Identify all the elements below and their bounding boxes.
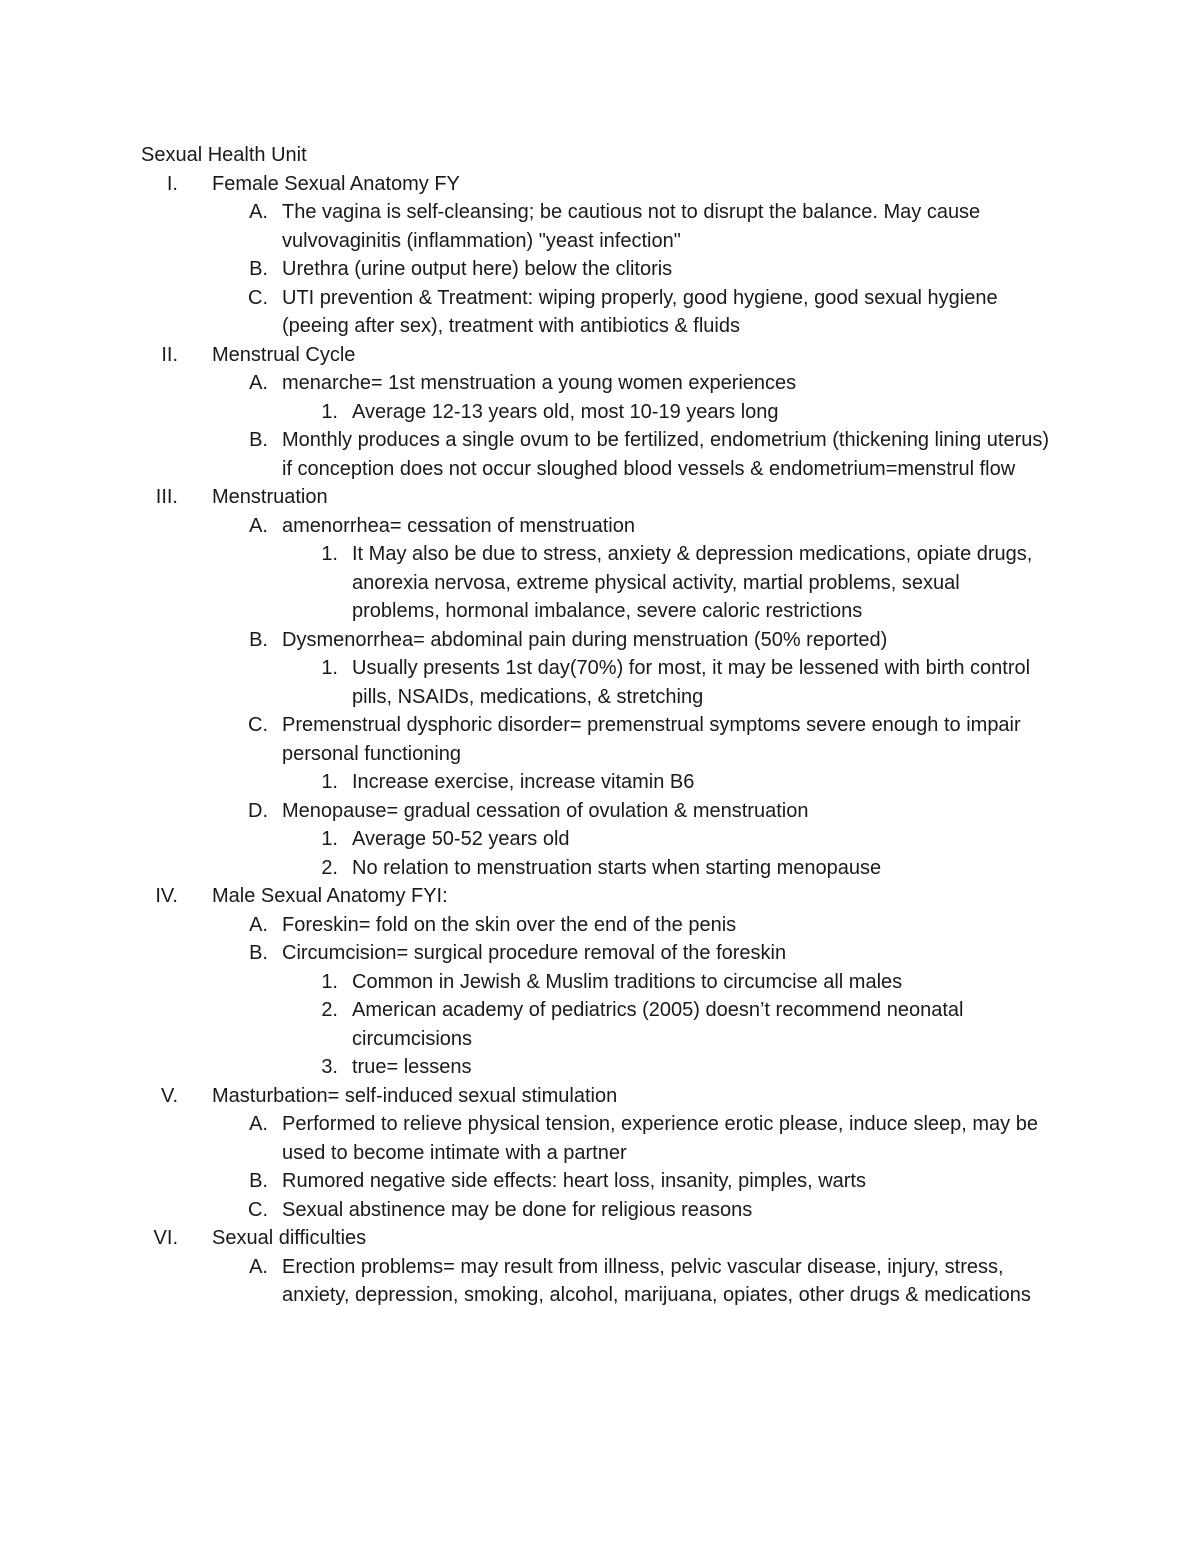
outline-list [0, 170, 1200, 1310]
outline-item-level-1 [0, 1082, 1200, 1111]
outline-item-level-2 [0, 1253, 1200, 1310]
outline-item-level-2 [0, 626, 1200, 655]
outline-item-level-3 [0, 825, 1200, 854]
outline-marker: A. [249, 201, 268, 223]
outline-text: No relation to menstruation starts when starting menopause [352, 856, 882, 879]
outline-marker: 1. [321, 400, 338, 423]
outline-marker: 1. [321, 771, 338, 793]
outline-marker: D. [248, 799, 268, 822]
outline-item-level-1 [0, 882, 1200, 911]
outline-marker: B. [249, 942, 268, 964]
outline-text: Menstruation [212, 486, 328, 508]
outline-text: Average 50-52 years old [352, 828, 570, 850]
outline-marker: C. [248, 714, 268, 736]
document-title: Sexual Health Unit [141, 144, 307, 166]
outline-marker: A. [249, 372, 268, 394]
outline-text: Menstrual Cycle [212, 343, 356, 366]
outline-item-level-3 [0, 768, 1200, 797]
outline-text: Average 12-13 years old, most 10-19 years long [352, 400, 779, 423]
outline-item-level-2 [0, 1110, 1200, 1167]
outline-item-level-2 [0, 797, 1200, 826]
outline-marker: B. [249, 258, 268, 280]
outline-item-level-2 [0, 198, 1200, 255]
outline-text: Premenstrual dysphoric disorder= premenstrual symptoms severe enough to impair personal functioning [282, 714, 1021, 765]
outline-text: Female Sexual Anatomy FY [212, 172, 460, 195]
outline-marker: 1. [321, 543, 338, 565]
outline-item-level-2 [0, 369, 1200, 398]
outline-marker: A. [249, 913, 268, 936]
outline-text: Sexual difficulties [212, 1227, 367, 1249]
outline-text: American academy of pediatrics (2005) doesn’t recommend neonatal circumcisions [352, 999, 964, 1050]
outline-text: Foreskin= fold on the skin over the end of the penis [282, 913, 737, 936]
outline-text: The vagina is self-cleansing; be cautious not to disrupt the balance. May cause vulvovaginitis (inflammation) "yeast infection" [282, 201, 981, 252]
outline-marker: 1. [321, 828, 338, 850]
outline-text: Erection problems= may result from illness, pelvic vascular disease, injury, stress, anxiety, depression, smoking, alcohol, marijuana, opiates, other drugs & medications [282, 1255, 1031, 1306]
outline-marker: B. [249, 1170, 268, 1192]
outline-item-level-3 [0, 968, 1200, 997]
outline-marker: 2. [321, 856, 338, 879]
outline-marker: A. [249, 1255, 268, 1278]
outline-item-level-2 [0, 284, 1200, 341]
outline-item-level-2 [0, 1196, 1200, 1225]
outline-item-level-1 [0, 1224, 1200, 1253]
outline-marker: B. [249, 628, 268, 651]
outline-item-level-2 [0, 512, 1200, 541]
outline-marker: C. [248, 286, 268, 309]
outline-marker: 2. [321, 999, 338, 1021]
outline-text: Urethra (urine output here) below the clitoris [282, 258, 673, 280]
outline-item-level-2 [0, 255, 1200, 284]
outline-item-level-2 [0, 711, 1200, 768]
outline-text: true= lessens [352, 1056, 472, 1078]
outline-item-level-2 [0, 1167, 1200, 1196]
outline-item-level-1 [0, 341, 1200, 370]
outline-item-level-3 [0, 854, 1200, 883]
outline-item-level-2 [0, 426, 1200, 483]
outline-item-level-3 [0, 398, 1200, 427]
outline-marker: A. [249, 514, 268, 537]
outline-marker: II. [161, 343, 178, 366]
outline-marker: B. [249, 429, 268, 451]
outline-text: Monthly produces a single ovum to be fertilized, endometrium (thickening lining uterus) if conception does not occur sloughed blood vessels & endometrium=menstrul flow [282, 429, 1050, 480]
outline-text: Sexual abstinence may be done for religious reasons [282, 1198, 753, 1221]
outline-item-level-1 [0, 483, 1200, 512]
outline-text: amenorrhea= cessation of menstruation [282, 514, 635, 537]
outline-marker: I. [166, 172, 178, 195]
outline-marker: 1. [321, 657, 338, 679]
outline-marker: VI. [153, 1227, 178, 1249]
outline-item-level-1 [0, 170, 1200, 199]
outline-marker: III. [155, 486, 178, 508]
outline-text: UTI prevention & Treatment: wiping properly, good hygiene, good sexual hygiene (peeing after sex), treatment with antibiotics & fluids [282, 286, 998, 337]
outline-item-level-2 [0, 911, 1200, 940]
outline-text: Usually presents 1st day(70%) for most, it may be lessened with birth control pills, NSAIDs, medications, & stretching [352, 657, 1031, 708]
outline-marker: 1. [321, 970, 338, 993]
outline-item-level-3 [0, 1053, 1200, 1082]
outline-text: Male Sexual Anatomy FYI: [212, 885, 448, 907]
outline-text: Menopause= gradual cessation of ovulation & menstruation [282, 799, 809, 822]
outline-text: Masturbation= self-induced sexual stimulation [212, 1084, 618, 1107]
outline-text: Performed to relieve physical tension, experience erotic please, induce sleep, may be used to become intimate with a partner [282, 1113, 1038, 1164]
outline-item-level-3 [0, 654, 1200, 711]
outline-text: Increase exercise, increase vitamin B6 [352, 771, 695, 793]
outline-text: menarche= 1st menstruation a young women experiences [282, 372, 797, 394]
outline-marker: C. [248, 1198, 268, 1221]
outline-marker: IV. [155, 885, 178, 907]
outline-item-level-2 [0, 939, 1200, 968]
outline-item-level-3 [0, 540, 1200, 626]
outline-text: Circumcision= surgical procedure removal of the foreskin [282, 942, 787, 964]
outline-marker: 3. [321, 1056, 338, 1078]
outline-text: It May also be due to stress, anxiety & depression medications, opiate drugs, anorexia nervosa, extreme physical activity, martial problems, sexual problems, hormonal imbalance, severe caloric restrictions [352, 543, 1033, 622]
outline-text: Dysmenorrhea= abdominal pain during menstruation (50% reported) [282, 628, 888, 651]
outline-marker: V. [160, 1084, 178, 1107]
outline-text: Rumored negative side effects: heart loss, insanity, pimples, warts [282, 1170, 866, 1192]
outline-text: Common in Jewish & Muslim traditions to circumcise all males [352, 970, 903, 993]
outline-item-level-3 [0, 996, 1200, 1053]
outline-marker: A. [249, 1113, 268, 1135]
